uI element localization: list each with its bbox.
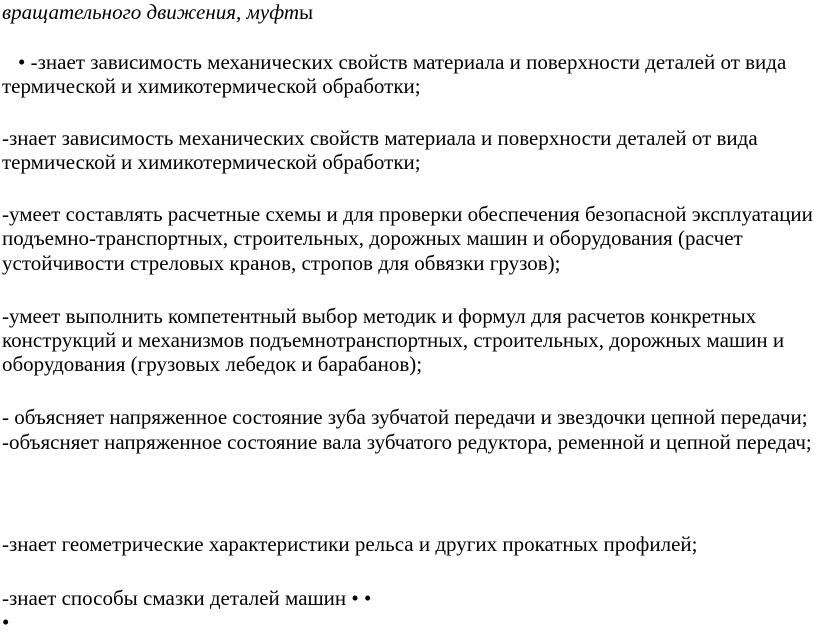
- paragraph-line: - объясняет напряженное состояние зуба зубчатой передачи и звездочки цепной передачи;: [2, 405, 808, 429]
- paragraph-line: -объясняет напряженное состояние вала зубчатого редуктора, ременной и цепной передач;: [2, 430, 812, 454]
- paragraph-line: оборудования (грузовых лебедок и барабанов);: [2, 352, 423, 376]
- bullet-icon: •: [18, 50, 26, 74]
- bullet-icon: •: [364, 586, 372, 610]
- heading: [2, 0, 313, 24]
- paragraph-line: термической и химикотермической обработки;: [2, 150, 421, 174]
- paragraph-line: -умеет составлять расчетные схемы и для проверки обеспечения безопасной эксплуатации: [2, 202, 813, 226]
- bullet-icon: •: [351, 586, 359, 610]
- paragraph-line: подъемно-транспортных, строительных, дорожных машин и оборудования (расчет: [2, 226, 743, 250]
- line-text: -знает зависимость механических свойств материала и поверхности деталей от вида: [30, 50, 787, 74]
- line-text: -знает способы смазки деталей машин: [2, 586, 347, 610]
- paragraph-line: -знает геометрические характеристики рельса и других прокатных профилей;: [2, 532, 698, 556]
- paragraph-line: конструкций и механизмов подъемнотранспортных, строительных, дорожных машин и: [2, 328, 785, 352]
- heading-tail: ы: [299, 0, 314, 24]
- bullet-icon: •: [2, 610, 10, 634]
- paragraph-line: [2, 586, 371, 610]
- paragraph-line: устойчивости стреловых кранов, стропов для обвязки грузов);: [2, 251, 561, 275]
- paragraph-line: -умеет выполнить компетентный выбор методик и формул для расчетов конкретных: [2, 304, 757, 328]
- heading-italic: вращательного движения, муфт: [2, 0, 300, 24]
- paragraph-line: -знает зависимость механических свойств материала и поверхности деталей от вида: [2, 126, 758, 150]
- paragraph-line: [18, 50, 786, 74]
- paragraph-line: термической и химикотермической обработки;: [2, 74, 421, 98]
